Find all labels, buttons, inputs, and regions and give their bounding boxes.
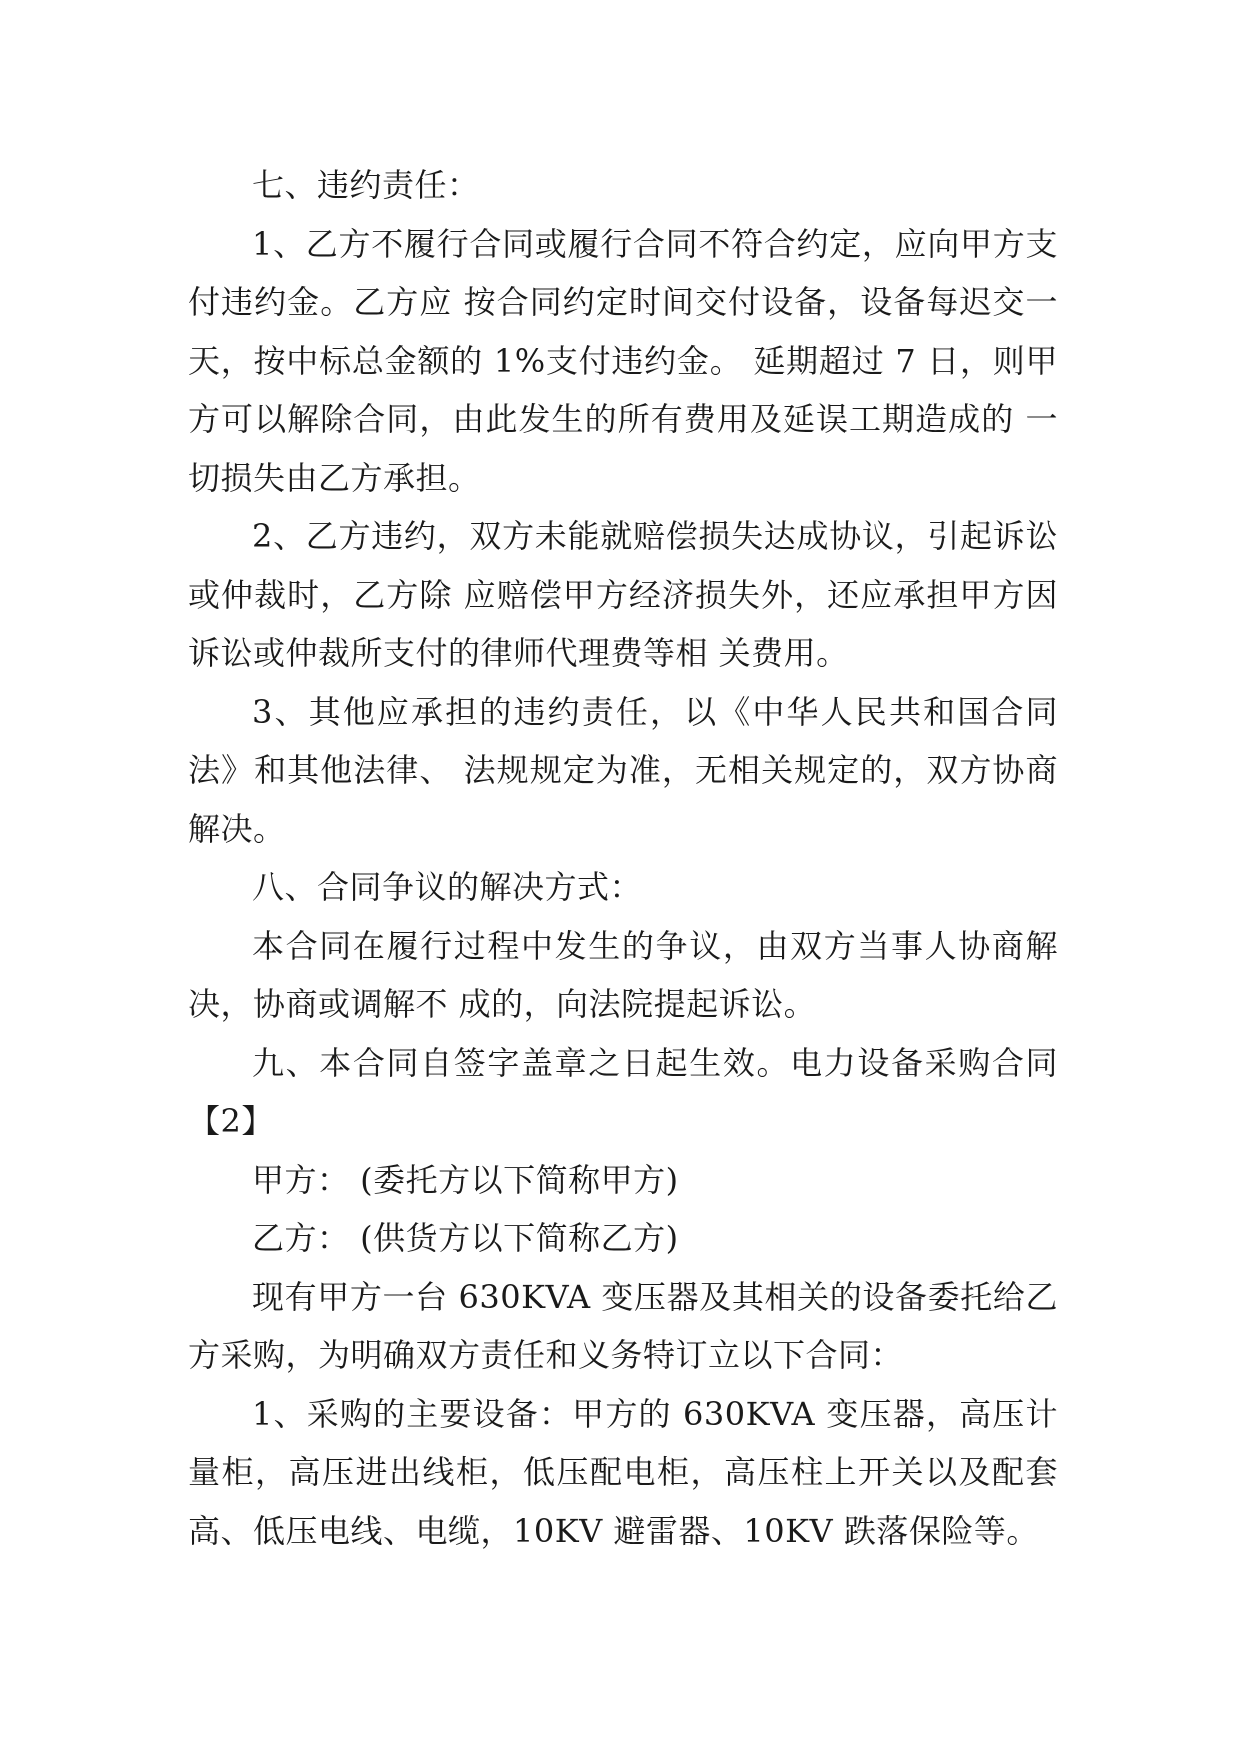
clause-main-equipment: 1、采购的主要设备：甲方的 630KVA 变压器，高压计量柜，高压进出线柜，低压配电柜，高压柱上开关以及配套高、低压电线、电缆，10KV 避雷器、10KV 跌落保险等。 (188, 1394, 1058, 1550)
section-heading-breach-liability: 七、违约责任： (252, 166, 480, 204)
party-b-line: 乙方： (供货方以下简称乙方) (252, 1219, 679, 1257)
document-body (188, 156, 1058, 1560)
clause-dispute: 本合同在履行过程中发生的争议，由双方当事人协商解决，协商或调解不 成的，向法院提起诉讼。 (188, 926, 1058, 1023)
clause-breach-2: 2、乙方违约，双方未能就赔偿损失达成协议，引起诉讼或仲裁时，乙方除 应赔偿甲方经济损失外，还应承担甲方因诉讼或仲裁所支付的律师代理费等相 关费用。 (188, 517, 1058, 672)
section-heading-dispute-resolution: 八、合同争议的解决方式： (252, 868, 643, 906)
clause-effective-date: 九、本合同自签字盖章之日起生效。电力设备采购合同【2】 (188, 1043, 1058, 1140)
clause-breach-3: 3、其他应承担的违约责任，以《中华人民共和国合同法》和其他法律、 法规规定为准，无相关规定的，双方协商解决。 (188, 692, 1058, 848)
party-a-line: 甲方： (委托方以下简称甲方) (252, 1160, 679, 1199)
clause-breach-1: 1、乙方不履行合同或履行合同不符合约定，应向甲方支付违约金。乙方应 按合同约定时间交付设备，设备每迟交一天，按中标总金额的 1%支付违约金。 延期超过 7 日，则甲方可以解除合同，由此发生的所有费用及延误工期造成的 一切损失由乙方承担。 (188, 224, 1058, 497)
contract-preamble: 现有甲方一台 630KVA 变压器及其相关的设备委托给乙方采购，为明确双方责任和义务特订立以下合同： (188, 1277, 1058, 1374)
